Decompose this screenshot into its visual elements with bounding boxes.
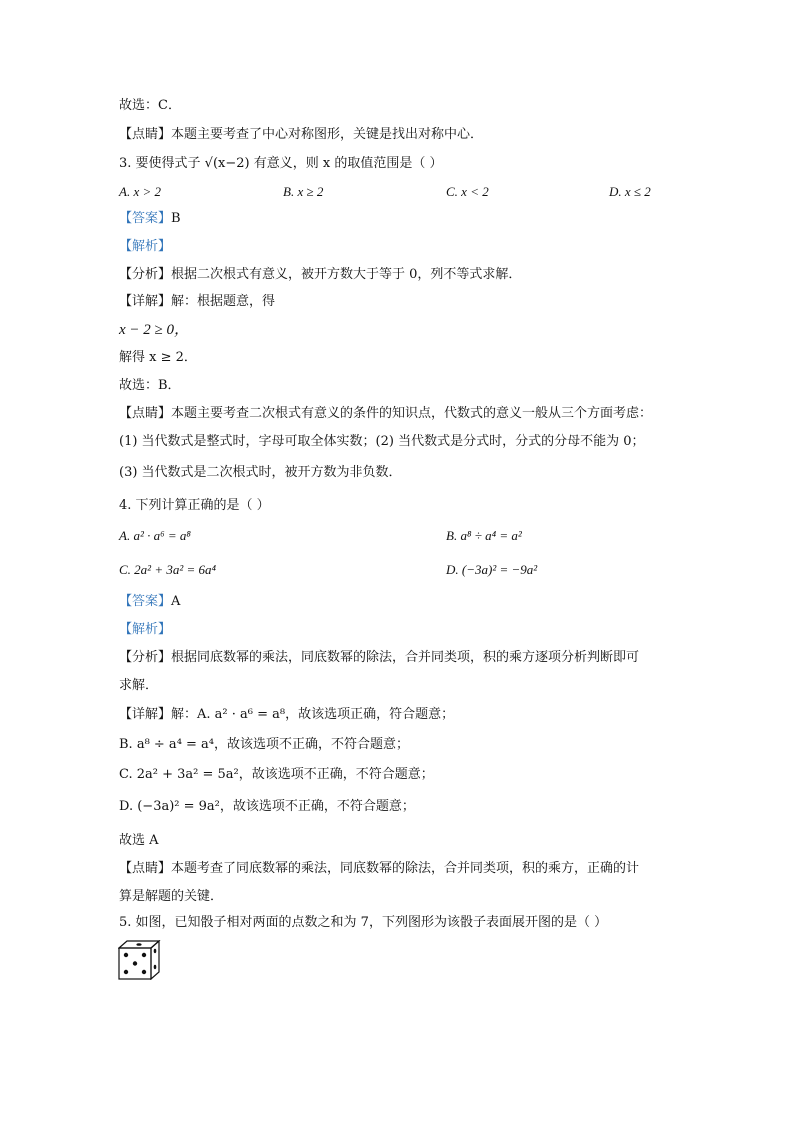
text-line: 故选：C．	[119, 98, 181, 113]
answer-label: 【答案】	[119, 594, 172, 609]
answer-value: A	[171, 594, 181, 609]
dice-pip	[136, 943, 141, 946]
q3-option-a: A. x > 2	[119, 184, 161, 199]
text-line: 【分析】根据二次根式有意义，被开方数大于等于 0，列不等式求解．	[119, 267, 522, 282]
jiexi-label: 【解析】	[119, 239, 172, 254]
text-line: (3) 当代数式是二次根式时，被开方数为非负数．	[119, 465, 402, 480]
q3-option-d: D. x ≤ 2	[609, 184, 651, 199]
q4-option-c: C. 2a² + 3a² = 6a⁴	[119, 562, 217, 577]
text-line: 【点睛】本题主要考查二次根式有意义的条件的知识点，代数式的意义一般从三个方面考虑：	[119, 406, 653, 421]
question-3-stem: 3. 要使得式子 √(x−2) 有意义，则 x 的取值范围是（ ）	[119, 156, 443, 171]
dice-pip	[142, 970, 146, 974]
question-5-stem: 5. 如图，已知骰子相对两面的点数之和为 7，下列图形为该骰子表面展开图的是（ ）	[119, 915, 608, 930]
text-line: 故选：B．	[119, 378, 181, 393]
text-line: 【点睛】本题考查了同底数幂的乘法，同底数幂的除法，合并同类项，积的乘方，正确的计	[119, 861, 640, 876]
text-line: 【详解】解：A. a² · a⁶ = a⁸，故该选项正确，符合题意；	[119, 707, 455, 722]
answer-value: B	[171, 211, 181, 226]
q3-answer	[119, 210, 181, 228]
dice-figure	[118, 940, 164, 980]
text-line: B. a⁸ ÷ a⁴ = a⁴，故该选项不正确，不符合题意；	[119, 737, 410, 752]
dice-pip	[133, 961, 137, 965]
text-line: 求解．	[119, 678, 159, 693]
answer-label: 【答案】	[119, 211, 172, 226]
text-line: D. (−3a)² = 9a²，故该选项不正确，不符合题意；	[119, 799, 415, 814]
jiexi-label: 【解析】	[119, 622, 172, 637]
text-line: 【分析】根据同底数幂的乘法，同底数幂的除法，合并同类项，积的乘方逐项分析判断即可	[119, 650, 640, 665]
q3-option-c: C. x < 2	[446, 184, 489, 199]
dice-pip	[124, 970, 128, 974]
text-line: 解得 x ≥ 2．	[119, 350, 197, 365]
dice-pip	[154, 949, 157, 953]
dice-pip	[124, 953, 128, 957]
text-line: 【点睛】本题主要考查了中心对称图形，关键是找出对称中心．	[119, 127, 484, 142]
text-line: 【详解】解：根据题意，得	[119, 294, 276, 309]
question-4-stem: 4. 下列计算正确的是（ ）	[119, 498, 270, 513]
dice-pip	[154, 965, 157, 969]
q4-option-b: B. a⁸ ÷ a⁴ = a²	[446, 528, 522, 543]
q4-option-a: A. a² · a⁶ = a⁸	[119, 528, 191, 543]
text-line: (1) 当代数式是整式时，字母可取全体实数；(2) 当代数式是分式时，分式的分母不能为 0；	[119, 434, 645, 449]
math-line: x − 2 ≥ 0，	[119, 322, 190, 338]
q4-answer	[119, 593, 180, 611]
text-line: C. 2a² + 3a² = 5a²，故该选项不正确，不符合题意；	[119, 767, 434, 782]
text-line: 故选 A	[119, 833, 159, 848]
q3-option-b: B. x ≥ 2	[283, 184, 324, 199]
q4-option-d: D. (−3a)² = −9a²	[446, 562, 538, 577]
dice-right-face	[151, 941, 159, 979]
dice-pip	[142, 953, 146, 957]
text-line: 算是解题的关键．	[119, 889, 224, 904]
